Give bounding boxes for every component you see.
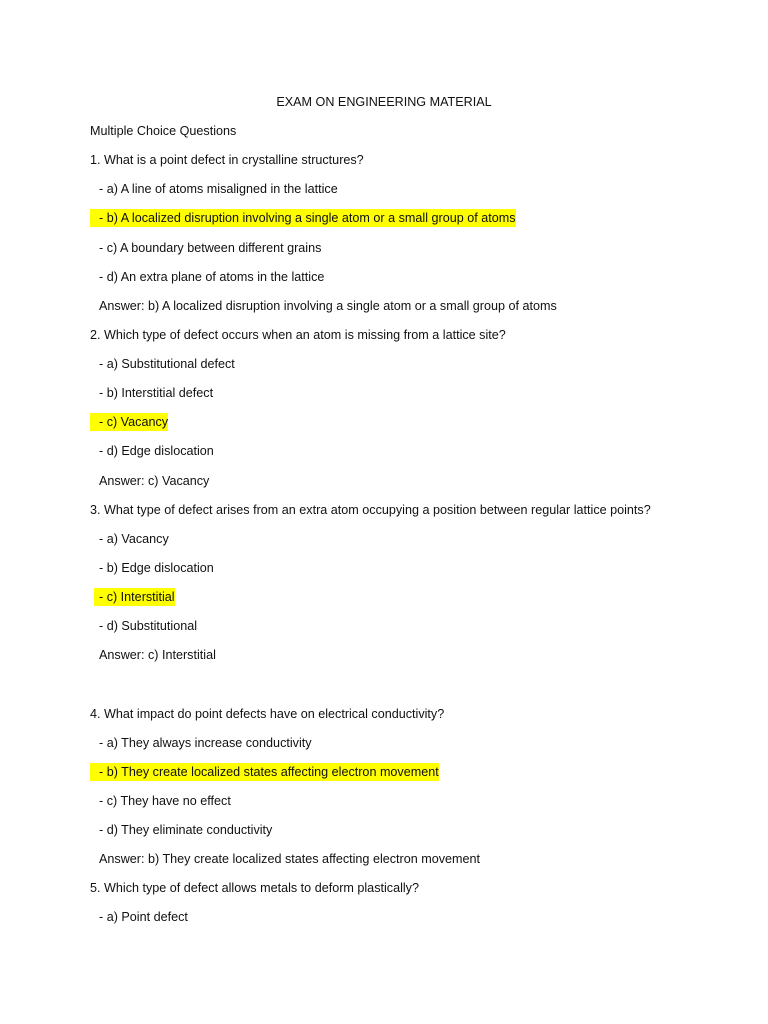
q3-option-c-highlighted: - c) Interstitial xyxy=(94,588,175,606)
q1-option-b-highlighted: - b) A localized disruption involving a single atom or a small group of atoms xyxy=(90,209,516,227)
q4-option-a: - a) They always increase conductivity xyxy=(99,736,312,750)
q1-option-c: - c) A boundary between different grains xyxy=(99,241,322,255)
question-4: 4. What impact do point defects have on electrical conductivity? xyxy=(90,707,445,721)
q4-answer: Answer: b) They create localized states affecting electron movement xyxy=(99,852,481,866)
question-1: 1. What is a point defect in crystalline structures? xyxy=(90,153,364,167)
q1-option-a: - a) A line of atoms misaligned in the lattice xyxy=(99,182,338,196)
question-2: 2. Which type of defect occurs when an atom is missing from a lattice site? xyxy=(90,328,506,342)
q2-option-c-highlighted: - c) Vacancy xyxy=(90,413,168,431)
exam-title: EXAM ON ENGINEERING MATERIAL xyxy=(276,95,492,109)
q3-answer: Answer: c) Interstitial xyxy=(99,648,216,662)
q2-option-a: - a) Substitutional defect xyxy=(99,357,235,371)
q3-option-a: - a) Vacancy xyxy=(99,532,169,546)
question-3: 3. What type of defect arises from an extra atom occupying a position between regular lattice points? xyxy=(90,503,651,517)
q2-option-b: - b) Interstitial defect xyxy=(99,386,214,400)
q4-option-c: - c) They have no effect xyxy=(99,794,231,808)
q3-option-d: - d) Substitutional xyxy=(99,619,198,633)
q2-option-d: - d) Edge dislocation xyxy=(99,444,214,458)
q1-answer: Answer: b) A localized disruption involving a single atom or a small group of atoms xyxy=(99,299,557,313)
q3-option-b: - b) Edge dislocation xyxy=(99,561,214,575)
q5-option-a: - a) Point defect xyxy=(99,910,188,924)
section-heading: Multiple Choice Questions xyxy=(90,124,237,138)
q2-answer: Answer: c) Vacancy xyxy=(99,474,210,488)
q4-option-b-highlighted: - b) They create localized states affecting electron movement xyxy=(90,763,439,781)
question-5: 5. Which type of defect allows metals to deform plastically? xyxy=(90,881,419,895)
q1-option-d: - d) An extra plane of atoms in the lattice xyxy=(99,270,325,284)
q4-option-d: - d) They eliminate conductivity xyxy=(99,823,273,837)
